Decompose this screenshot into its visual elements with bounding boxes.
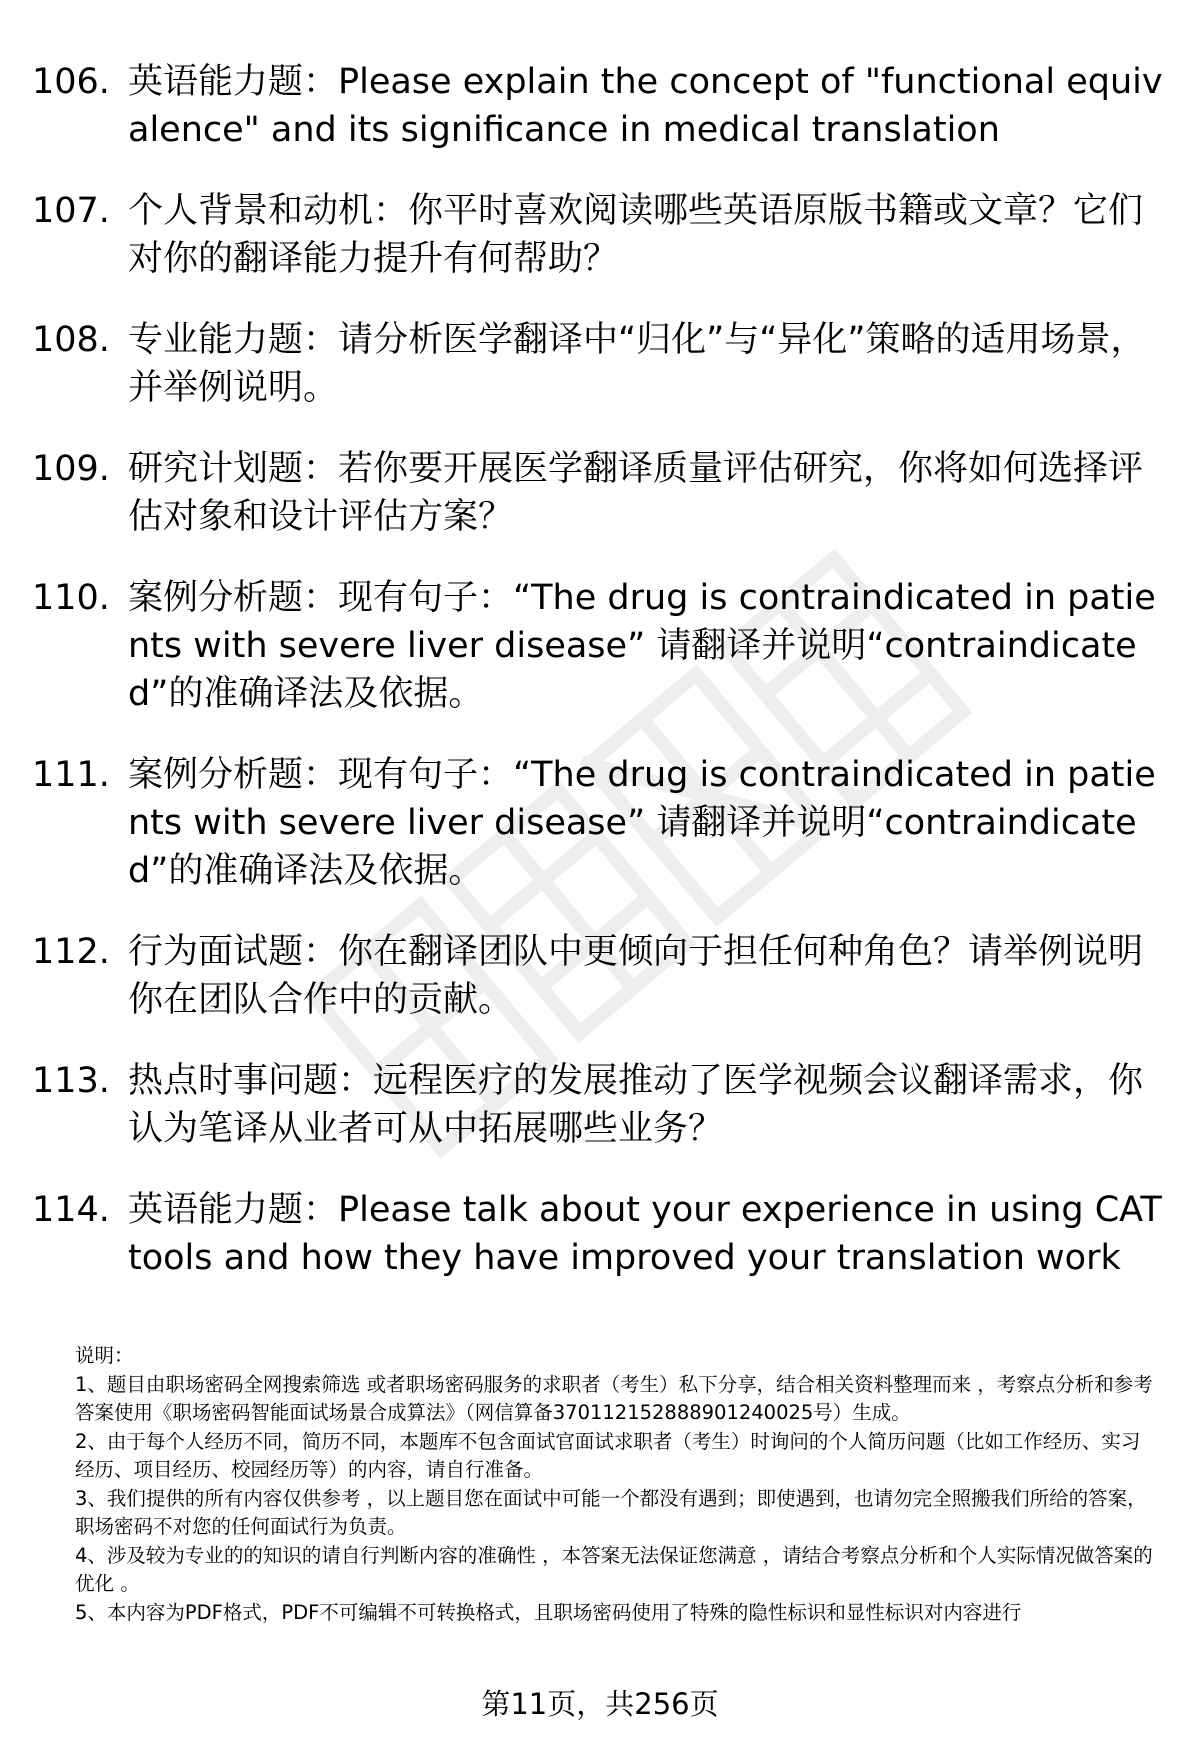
- question-text: 英语能力题：Please explain the concept of "functional equivalence" and its significance in medical translation: [128, 62, 1163, 150]
- question-list: [32, 58, 1167, 1315]
- question-number: 107.: [32, 191, 110, 231]
- question-text: 行为面试题：你在翻译团队中更倾向于担任何种角色？请举例说明你在团队合作中的贡献。: [128, 932, 1144, 1020]
- question-text: 研究计划题：若你要开展医学翻译质量评估研究，你将如何选择评估对象和设计评估方案？: [128, 449, 1144, 537]
- question-text: 案例分析题：现有句子：“The drug is contraindicated in patients with severe liver disease” 请翻译并说明“contraindicated”的准确译法及依据。: [128, 755, 1156, 891]
- question-item: [32, 316, 1167, 412]
- question-item: [32, 1186, 1167, 1282]
- question-text: 专业能力题：请分析医学翻译中“归化”与“异化”策略的适用场景，并举例说明。: [128, 320, 1146, 408]
- question-text: 热点时事问题：远程医疗的发展推动了医学视频会议翻译需求，你认为笔译从业者可从中拓展哪些业务？: [128, 1061, 1144, 1149]
- question-text: 英语能力题：Please talk about your experience in using CAT tools and how they have improved your translation work: [128, 1190, 1162, 1278]
- question-number: 111.: [32, 755, 110, 795]
- question-text: 案例分析题：现有句子：“The drug is contraindicated in patients with severe liver disease” 请翻译并说明“contraindicated”的准确译法及依据。: [128, 578, 1156, 714]
- question-item: [32, 187, 1167, 283]
- question-item: [32, 574, 1167, 718]
- question-number: 112.: [32, 932, 110, 972]
- note-item: 1、题目由职场密码全网搜索筛选 或者职场密码服务的求职者（考生）私下分享，结合相关资料整理而来 ，考察点分析和参考答案使用《职场密码智能面试场景合成算法》（网信算备370112152888901240025号）生成。: [75, 1372, 1153, 1424]
- question-number: 109.: [32, 449, 110, 489]
- page-number: 第11页，共256页: [481, 1687, 719, 1721]
- question-number: 114.: [32, 1190, 110, 1230]
- question-number: 108.: [32, 320, 110, 360]
- note-item: 4、涉及较为专业的的知识的请自行判断内容的准确性 ，本答案无法保证您满意 ，请结合考察点分析和个人实际情况做答案的优化 。: [75, 1543, 1153, 1595]
- question-text: 个人背景和动机：你平时喜欢阅读哪些英语原版书籍或文章？它们对你的翻译能力提升有何帮助？: [128, 191, 1144, 279]
- question-item: [32, 751, 1167, 895]
- notes-section: [75, 1342, 1155, 1627]
- question-item: [32, 928, 1167, 1024]
- note-item: 2、由于每个人经历不同，简历不同，本题库不包含面试官面试求职者（考生）时询问的个人简历问题（比如工作经历、实习经历、项目经历、校园经历等）的内容，请自行准备。: [75, 1429, 1141, 1481]
- question-number: 110.: [32, 578, 110, 618]
- question-item: [32, 58, 1167, 154]
- question-number: 106.: [32, 62, 110, 102]
- question-item: [32, 1057, 1167, 1153]
- notes-heading: 说明：: [75, 1344, 134, 1367]
- note-item: 3、我们提供的所有内容仅供参考 ，以上题目您在面试中可能一个都没有遇到；即使遇到，也请勿完全照搬我们所给的答案，职场密码不对您的任何面试行为负责。: [75, 1486, 1147, 1538]
- question-number: 113.: [32, 1061, 110, 1101]
- note-item: 5、本内容为PDF格式，PDF不可编辑不可转换格式，且职场密码使用了特殊的隐性标识和显性标识对内容进行: [75, 1600, 1022, 1624]
- question-item: [32, 445, 1167, 541]
